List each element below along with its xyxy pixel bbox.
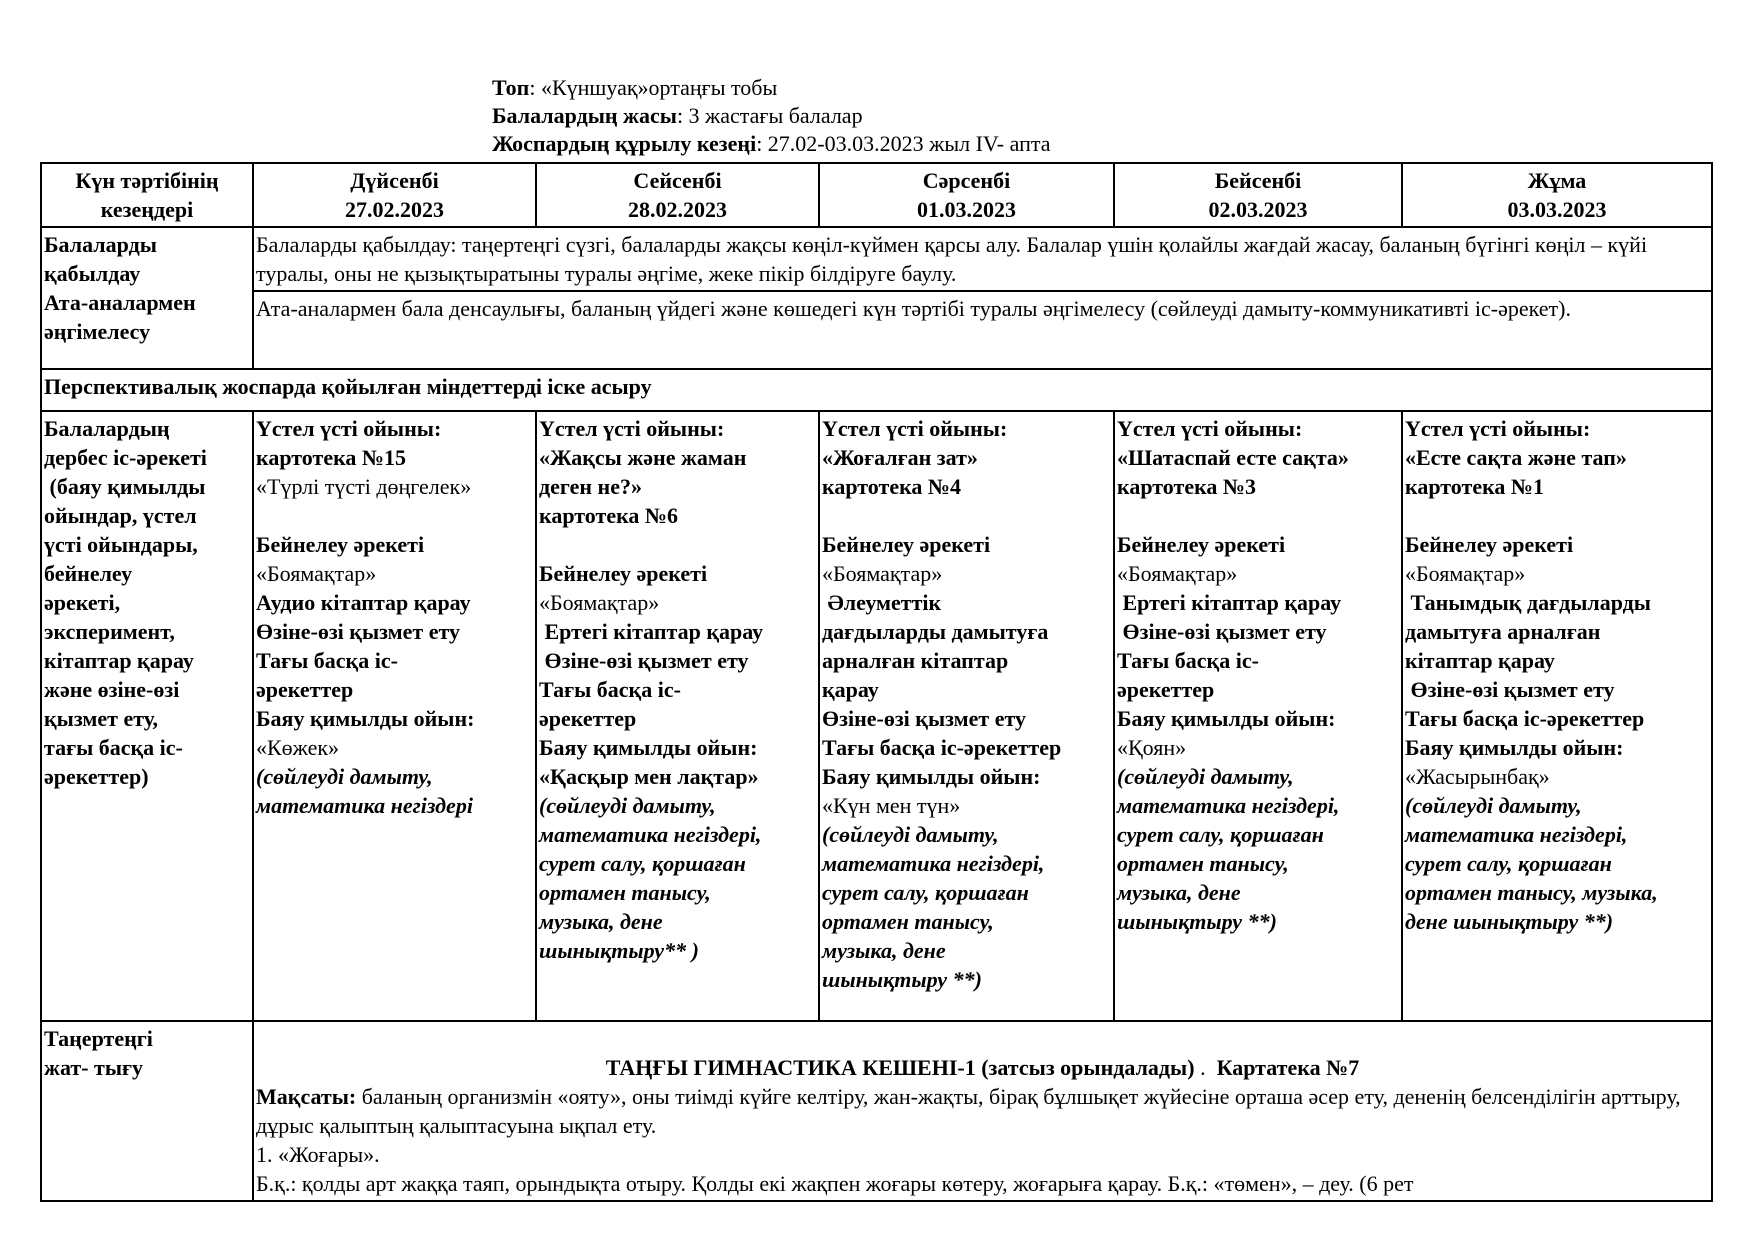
gymnastics-label: Таңертеңгі жат- тығу	[41, 1021, 253, 1201]
gymnastics-goal	[256, 1082, 1709, 1140]
gymnastics-content	[253, 1021, 1712, 1201]
activity-line: Үстел үсті ойыны:	[822, 416, 1008, 441]
activity-line: әрекеті,	[44, 590, 121, 615]
activity-line: кітаптар қарау	[1405, 648, 1555, 673]
activity-line: «Жақсы және жаман	[539, 445, 747, 470]
activity-line: картотека №6	[539, 503, 679, 528]
activity-line: және өзіне-өзі	[44, 677, 180, 702]
day-header-wednesday: Сәрсенбі 01.03.2023	[819, 163, 1114, 227]
activity-line	[539, 530, 816, 559]
reception-label: Балаларды қабылдау Ата-аналармен әңгімелесу	[41, 227, 253, 369]
activity-line: Баяу қимылды ойын:	[1405, 735, 1624, 760]
activity-line: «Қоян»	[1117, 735, 1187, 760]
activity-line: (сөйлеуді дамыту,	[256, 764, 433, 789]
activity-line: әрекеттер)	[44, 764, 149, 789]
activity-line	[1117, 501, 1399, 530]
activity-line: (баяу қимылды	[44, 474, 206, 499]
activity-line: «Боямақтар»	[539, 590, 660, 615]
activity-line: Үстел үсті ойыны:	[256, 416, 442, 441]
independent-activity-tuesday	[536, 411, 819, 1021]
activity-line: «Боямақтар»	[256, 561, 377, 586]
parents-row	[41, 291, 1712, 369]
activity-line: Өзіне-өзі қызмет ету	[256, 619, 461, 644]
activity-line: Тағы басқа іс-	[1117, 648, 1259, 673]
activity-line: шынықтыру **)	[1117, 909, 1277, 934]
activity-line: Бейнелеу әрекеті	[822, 532, 991, 557]
activity-line	[256, 501, 533, 530]
day-header-friday: Жұма 03.03.2023	[1402, 163, 1712, 227]
gymnastics-title-separator: .	[1194, 1055, 1217, 1080]
activity-line: математика негіздері,	[1405, 822, 1628, 847]
day-header-tuesday: Сейсенбі 28.02.2023	[536, 163, 819, 227]
activity-line: музыка, дене	[822, 938, 946, 963]
activity-line: Бейнелеу әрекеті	[256, 532, 425, 557]
activity-line: Баяу қимылды ойын:	[256, 706, 475, 731]
activity-line: дене шынықтыру **)	[1405, 909, 1614, 934]
activity-line: шынықтыру **)	[822, 967, 982, 992]
activity-line: Ертегі кітаптар қарау	[539, 619, 764, 644]
activity-line: Бейнелеу әрекеті	[1405, 532, 1574, 557]
activity-line: (сөйлеуді дамыту,	[822, 822, 999, 847]
gymnastics-title: ТАҢҒЫ ГИМНАСТИКА КЕШЕНІ-1 (затсыз орындалады)	[605, 1055, 1195, 1080]
activity-line: математика негіздері	[256, 793, 473, 818]
activity-line: Үстел үсті ойыны:	[539, 416, 725, 441]
activity-line: Үстел үсті ойыны:	[1117, 416, 1303, 441]
gymnastics-card: Картатека №7	[1216, 1055, 1360, 1080]
activity-line: Баяу қимылды ойын:	[822, 764, 1041, 789]
activity-line: «Боямақтар»	[822, 561, 943, 586]
activity-line: деген не?»	[539, 474, 642, 499]
table-header-row	[41, 163, 1712, 227]
activity-line: Танымдық дағдыларды	[1405, 590, 1651, 615]
activity-line: математика негіздері,	[822, 851, 1045, 876]
activity-line: «Күн мен түн»	[822, 793, 961, 818]
activity-line: музыка, дене	[1117, 880, 1241, 905]
independent-activity-monday	[253, 411, 536, 1021]
reception-text: Балаларды қабылдау: таңертеңгі сүзгі, балаларды жақсы көңіл-күймен қарсы алу. Балалар үшін қолайлы жағдай жасау, баланың бүгінгі көңіл – күйі туралы, оны не қызықтыратыны туралы әңгіме, жеке пікір білдіруге баулу.	[253, 227, 1712, 291]
activity-line: «Көжек»	[256, 735, 340, 760]
activity-line: Өзіне-өзі қызмет ету	[1405, 677, 1615, 702]
activity-line: Аудио кітаптар қарау	[256, 590, 471, 615]
activity-line: Тағы басқа іс-әрекеттер	[822, 735, 1062, 760]
activity-line: шынықтыру** )	[539, 938, 699, 963]
activity-line: (сөйлеуді дамыту,	[539, 793, 716, 818]
activity-line: дамытуға арналған	[1405, 619, 1601, 644]
activity-line: картотека №1	[1405, 474, 1545, 499]
activity-line: Тағы басқа іс-	[539, 677, 681, 702]
activity-line: Үстел үсті ойыны:	[1405, 416, 1591, 441]
independent-activity-wednesday	[819, 411, 1114, 1021]
reception-row	[41, 227, 1712, 291]
activity-line: Балалардың	[44, 416, 170, 441]
activity-line: сурет салу, қоршаған	[1117, 822, 1324, 847]
activity-line: эксперимент,	[44, 619, 175, 644]
activity-line: кітаптар қарау	[44, 648, 194, 673]
activity-line: картотека №15	[256, 445, 407, 470]
activity-line: математика негіздері,	[1117, 793, 1340, 818]
independent-activity-friday	[1402, 411, 1712, 1021]
activity-line: дербес іс-әрекеті	[44, 445, 207, 470]
activity-line: «Шатаспай есте сақта»	[1117, 445, 1349, 470]
activity-line: Бейнелеу әрекеті	[1117, 532, 1286, 557]
activity-line: сурет салу, қоршаған	[1405, 851, 1612, 876]
activity-line: Баяу қимылды ойын:	[539, 735, 758, 760]
activity-line: Әлеуметтік	[822, 590, 942, 615]
activity-line: (сөйлеуді дамыту,	[1405, 793, 1582, 818]
activity-line: Тағы басқа іс-әрекеттер	[1405, 706, 1645, 731]
activity-line: ортамен танысу, музыка,	[1405, 880, 1658, 905]
group-line: Топ: «Күншуақ»ортаңғы тобы	[492, 75, 778, 100]
activity-line: ортамен танысу,	[1117, 851, 1289, 876]
activity-line: «Боямақтар»	[1117, 561, 1238, 586]
weekly-plan-table	[40, 162, 1713, 1202]
activity-line: ойындар, үстел	[44, 503, 197, 528]
activity-line	[1405, 501, 1709, 530]
activity-line: математика негіздері,	[539, 822, 762, 847]
activity-line: музыка, дене	[539, 909, 663, 934]
exercise-item-1: 1. «Жоғары».	[256, 1142, 380, 1167]
activity-line: қызмет ету,	[44, 706, 159, 731]
activity-line: «Қасқыр мен лақтар»	[539, 764, 759, 789]
plan-header	[492, 74, 1051, 158]
activity-line: картотека №4	[822, 474, 962, 499]
activity-line: сурет салу, қоршаған	[822, 880, 1029, 905]
activity-line: Өзіне-өзі қызмет ету	[1117, 619, 1327, 644]
activity-line: дағдыларды дамытуға	[822, 619, 1049, 644]
activity-line: Ертегі кітаптар қарау	[1117, 590, 1342, 615]
activity-line: Баяу қимылды ойын:	[1117, 706, 1336, 731]
activity-line: Тағы басқа іс-	[256, 648, 398, 673]
activity-line: арналған кітаптар	[822, 648, 1009, 673]
day-header-monday: Дүйсенбі 27.02.2023	[253, 163, 536, 227]
activity-line: әрекеттер	[539, 706, 637, 731]
activity-line: Өзіне-өзі қызмет ету	[539, 648, 749, 673]
activity-line: «Боямақтар»	[1405, 561, 1526, 586]
activity-line: картотека №3	[1117, 474, 1257, 499]
independent-activity-label	[41, 411, 253, 1021]
activity-line: сурет салу, қоршаған	[539, 851, 746, 876]
activity-line: (сөйлеуді дамыту,	[1117, 764, 1294, 789]
perspective-row	[41, 369, 1712, 411]
independent-activity-row	[41, 411, 1712, 1021]
regime-column-header: Күн тәртібінің кезеңдері	[41, 163, 253, 227]
day-header-thursday: Бейсенбі 02.03.2023	[1114, 163, 1402, 227]
activity-line: «Есте сақта және тап»	[1405, 445, 1627, 470]
period-line: Жоспардың құрылу кезеңі: 27.02-03.03.2023 жыл IV- апта	[492, 131, 1051, 156]
activity-line: «Жоғалған зат»	[822, 445, 978, 470]
activity-line: «Түрлі түсті дөңгелек»	[256, 474, 472, 499]
exercise-item-1-description: Б.қ.: қолды арт жаққа таяп, орындықта отыру. Қолды екі жақпен жоғары көтеру, жоғарыға қарау. Б.қ.: «төмен», – деу. (6 рет	[256, 1171, 1414, 1196]
activity-line: Өзіне-өзі қызмет ету	[822, 706, 1027, 731]
activity-line: ортамен танысу,	[822, 909, 994, 934]
activity-line: Бейнелеу әрекеті	[539, 561, 708, 586]
activity-line: бейнелеу	[44, 561, 133, 586]
activity-line: «Жасырынбақ»	[1405, 764, 1550, 789]
activity-line: үсті ойындары,	[44, 532, 198, 557]
goal-text: баланың организмін «ояту», оны тиімді күйге келтіру, жан-жақты, бірақ бұлшықет жүйесіне орташа әсер ету, дененің белсенділігін арттыру, дұрыс қалыптың қалыптасуына ықпал ету.	[256, 1084, 1681, 1138]
activity-line: әрекеттер	[1117, 677, 1215, 702]
independent-activity-thursday	[1114, 411, 1402, 1021]
activity-line: қарау	[822, 677, 879, 702]
gymnastics-title-line	[256, 1053, 1709, 1082]
parents-talk-text: Ата-аналармен бала денсаулығы, баланың үйдегі және көшедегі күн тәртібі туралы әңгімелесу (сөйлеуді дамыту-коммуникативті іс-әрекет).	[253, 291, 1712, 369]
activity-line: тағы басқа іс-	[44, 735, 183, 760]
perspective-heading: Перспективалық жоспарда қойылған міндеттерді іске асыру	[41, 369, 1712, 411]
gymnastics-row	[41, 1021, 1712, 1201]
activity-line: ортамен танысу,	[539, 880, 711, 905]
age-line: Балалардың жасы: 3 жастағы балалар	[492, 103, 863, 128]
activity-line	[822, 501, 1111, 530]
goal-label: Мақсаты:	[256, 1084, 357, 1109]
activity-line: әрекеттер	[256, 677, 354, 702]
